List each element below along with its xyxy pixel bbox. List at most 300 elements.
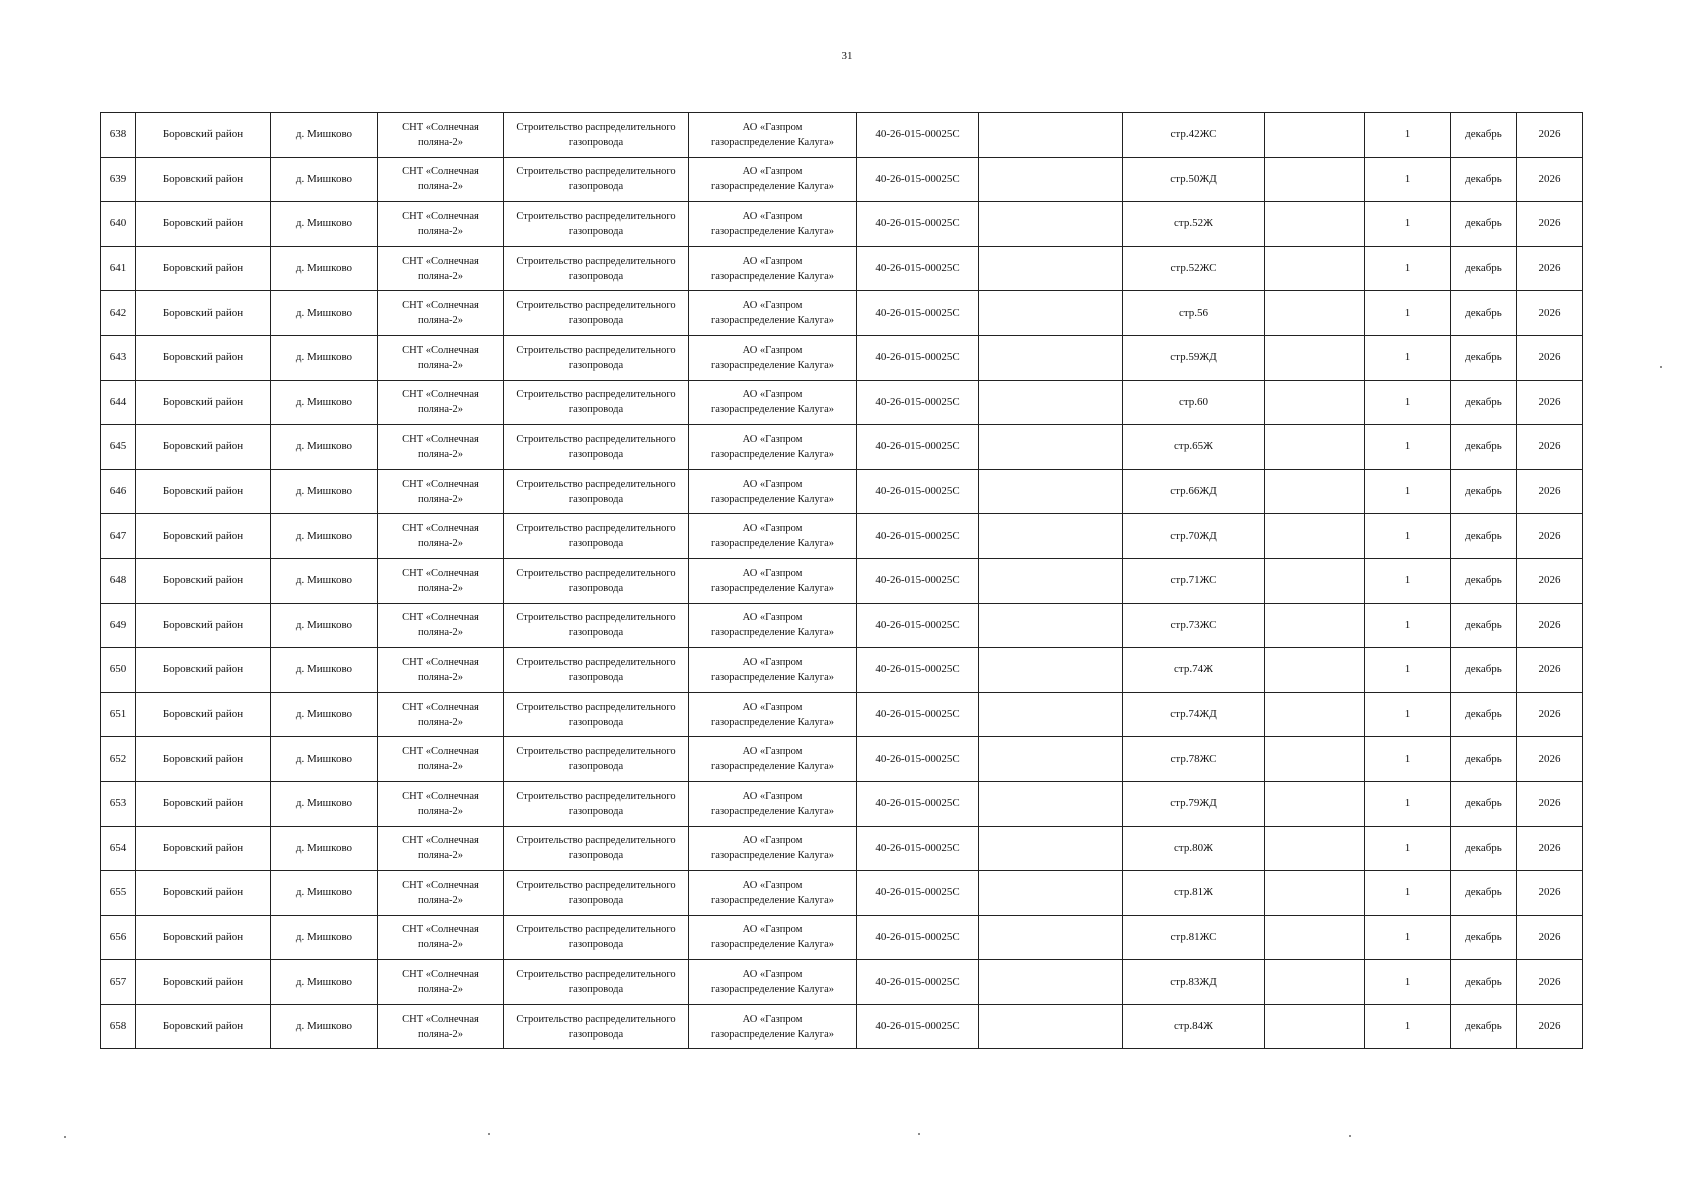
cell-text: 40-26-015-00025С: [875, 172, 960, 185]
quantity-cell: [1365, 425, 1451, 470]
month-cell: [1451, 558, 1517, 603]
cell-text: декабрь: [1465, 172, 1502, 185]
cell-text: д. Мишково: [295, 262, 353, 275]
owner-cell: [689, 157, 857, 202]
year-cell: [1517, 514, 1583, 559]
district-cell: [136, 113, 271, 158]
empty-cell: [979, 202, 1123, 247]
code-cell: [857, 781, 979, 826]
quantity-cell: [1365, 1004, 1451, 1049]
cell-text: газораспределение Калуга»: [710, 270, 835, 282]
cell-text: Боровский район: [162, 841, 244, 854]
cell-text: поляна-2»: [417, 894, 464, 906]
cell-text: 2026: [1538, 886, 1561, 899]
cell-text: поляна-2»: [417, 850, 464, 862]
month-cell: [1451, 291, 1517, 336]
cell-text: декабрь: [1465, 1020, 1502, 1033]
empty-cell: [979, 915, 1123, 960]
locality-cell: [271, 202, 378, 247]
work-type-cell: [504, 558, 689, 603]
year-cell: [1517, 603, 1583, 648]
cell-text: стр.42ЖС: [1170, 128, 1217, 141]
cell-text: Строительство распределительного: [516, 567, 676, 579]
cell-text: 40-26-015-00025С: [875, 975, 960, 988]
owner-cell: [689, 469, 857, 514]
cell-text: СНТ «Солнечная: [402, 389, 479, 401]
empty-cell: [979, 826, 1123, 871]
owner-cell: [689, 737, 857, 782]
object-cell: [1123, 781, 1265, 826]
cell-text: газопровода: [568, 716, 624, 728]
month-cell: [1451, 960, 1517, 1005]
cell-text: Строительство распределительного: [516, 924, 676, 936]
object-cell: [1123, 202, 1265, 247]
locality-cell: [271, 246, 378, 291]
cell-text: АО «Газпром: [742, 835, 803, 847]
district-cell: [136, 291, 271, 336]
cell-text: 2026: [1538, 930, 1561, 943]
cell-text: стр.73ЖС: [1170, 618, 1217, 631]
locality-cell: [271, 871, 378, 916]
cell-text: АО «Газпром: [742, 701, 803, 713]
table-row: [101, 1004, 1583, 1049]
month-cell: [1451, 469, 1517, 514]
cell-text: Строительство распределительного: [516, 210, 676, 222]
cell-text: стр.65Ж: [1174, 440, 1213, 453]
cell-text: 1: [1404, 618, 1411, 631]
empty-cell: [1265, 692, 1365, 737]
cell-text: 1: [1404, 172, 1411, 185]
site-cell: [378, 469, 504, 514]
cell-text: СНТ «Солнечная: [402, 121, 479, 133]
locality-cell: [271, 648, 378, 693]
cell-text: 644: [109, 395, 127, 408]
cell-text: 40-26-015-00025С: [875, 574, 960, 587]
owner-cell: [689, 291, 857, 336]
code-cell: [857, 960, 979, 1005]
cell-text: Боровский район: [162, 886, 244, 899]
cell-text: АО «Газпром: [742, 746, 803, 758]
cell-text: газораспределение Калуга»: [710, 136, 835, 148]
row-number-cell: [101, 826, 136, 871]
quantity-cell: [1365, 202, 1451, 247]
month-cell: [1451, 157, 1517, 202]
cell-text: 656: [109, 930, 127, 943]
cell-text: 2026: [1538, 663, 1561, 676]
code-cell: [857, 692, 979, 737]
cell-text: СНТ «Солнечная: [402, 567, 479, 579]
cell-text: поляна-2»: [417, 493, 464, 505]
cell-text: АО «Газпром: [742, 255, 803, 267]
site-cell: [378, 113, 504, 158]
district-cell: [136, 514, 271, 559]
cell-text: декабрь: [1465, 529, 1502, 542]
year-cell: [1517, 826, 1583, 871]
cell-text: СНТ «Солнечная: [402, 300, 479, 312]
object-cell: [1123, 157, 1265, 202]
quantity-cell: [1365, 157, 1451, 202]
cell-text: Строительство распределительного: [516, 433, 676, 445]
object-cell: [1123, 335, 1265, 380]
cell-text: газораспределение Калуга»: [710, 939, 835, 951]
row-number-cell: [101, 469, 136, 514]
cell-text: 1: [1404, 841, 1411, 854]
row-number-cell: [101, 781, 136, 826]
cell-text: газопровода: [568, 984, 624, 996]
empty-cell: [979, 1004, 1123, 1049]
empty-cell: [979, 291, 1123, 336]
row-number-cell: [101, 514, 136, 559]
work-type-cell: [504, 648, 689, 693]
cell-text: 2026: [1538, 708, 1561, 721]
row-number-cell: [101, 558, 136, 603]
work-type-cell: [504, 603, 689, 648]
owner-cell: [689, 960, 857, 1005]
empty-cell: [1265, 514, 1365, 559]
cell-text: СНТ «Солнечная: [402, 1013, 479, 1025]
cell-text: д. Мишково: [295, 886, 353, 899]
district-cell: [136, 425, 271, 470]
cell-text: 638: [109, 128, 127, 141]
cell-text: 40-26-015-00025С: [875, 262, 960, 275]
cell-text: декабрь: [1465, 485, 1502, 498]
cell-text: д. Мишково: [295, 395, 353, 408]
cell-text: декабрь: [1465, 663, 1502, 676]
row-number-cell: [101, 246, 136, 291]
cell-text: декабрь: [1465, 752, 1502, 765]
cell-text: Боровский район: [162, 663, 244, 676]
district-cell: [136, 603, 271, 648]
month-cell: [1451, 202, 1517, 247]
cell-text: стр.81Ж: [1174, 886, 1213, 899]
work-type-cell: [504, 246, 689, 291]
code-cell: [857, 246, 979, 291]
work-type-cell: [504, 692, 689, 737]
empty-cell: [979, 514, 1123, 559]
month-cell: [1451, 603, 1517, 648]
object-cell: [1123, 737, 1265, 782]
cell-text: 650: [109, 663, 127, 676]
cell-text: д. Мишково: [295, 128, 353, 141]
empty-cell: [1265, 157, 1365, 202]
cell-text: стр.74ЖД: [1170, 708, 1217, 721]
empty-cell: [1265, 1004, 1365, 1049]
year-cell: [1517, 692, 1583, 737]
site-cell: [378, 603, 504, 648]
row-number-cell: [101, 737, 136, 782]
cell-text: АО «Газпром: [742, 523, 803, 535]
district-cell: [136, 915, 271, 960]
cell-text: поляна-2»: [417, 404, 464, 416]
cell-text: 40-26-015-00025С: [875, 797, 960, 810]
quantity-cell: [1365, 603, 1451, 648]
quantity-cell: [1365, 915, 1451, 960]
table-row: [101, 692, 1583, 737]
cell-text: 648: [109, 574, 127, 587]
owner-cell: [689, 425, 857, 470]
cell-text: Строительство распределительного: [516, 879, 676, 891]
cell-text: Боровский район: [162, 975, 244, 988]
cell-text: 2026: [1538, 618, 1561, 631]
code-cell: [857, 514, 979, 559]
empty-cell: [1265, 246, 1365, 291]
cell-text: 40-26-015-00025С: [875, 128, 960, 141]
cell-text: газопровода: [568, 538, 624, 550]
empty-cell: [1265, 915, 1365, 960]
quantity-cell: [1365, 558, 1451, 603]
cell-text: 2026: [1538, 574, 1561, 587]
site-cell: [378, 425, 504, 470]
cell-text: АО «Газпром: [742, 969, 803, 981]
month-cell: [1451, 737, 1517, 782]
code-cell: [857, 1004, 979, 1049]
cell-text: д. Мишково: [295, 172, 353, 185]
row-number-cell: [101, 202, 136, 247]
cell-text: АО «Газпром: [742, 121, 803, 133]
table-row: [101, 335, 1583, 380]
year-cell: [1517, 469, 1583, 514]
district-cell: [136, 558, 271, 603]
cell-text: 639: [109, 172, 127, 185]
cell-text: д. Мишково: [295, 574, 353, 587]
cell-text: Боровский район: [162, 574, 244, 587]
cell-text: 40-26-015-00025С: [875, 217, 960, 230]
cell-text: поляна-2»: [417, 716, 464, 728]
month-cell: [1451, 335, 1517, 380]
month-cell: [1451, 425, 1517, 470]
empty-cell: [979, 469, 1123, 514]
code-cell: [857, 826, 979, 871]
scan-dot: [488, 1133, 490, 1135]
cell-text: декабрь: [1465, 128, 1502, 141]
object-cell: [1123, 871, 1265, 916]
table-row: [101, 781, 1583, 826]
month-cell: [1451, 1004, 1517, 1049]
cell-text: д. Мишково: [295, 663, 353, 676]
cell-text: газораспределение Калуга»: [710, 671, 835, 683]
locality-cell: [271, 425, 378, 470]
cell-text: поляна-2»: [417, 939, 464, 951]
cell-text: 2026: [1538, 172, 1561, 185]
cell-text: АО «Газпром: [742, 210, 803, 222]
cell-text: 651: [109, 708, 127, 721]
owner-cell: [689, 202, 857, 247]
work-type-cell: [504, 113, 689, 158]
cell-text: СНТ «Солнечная: [402, 612, 479, 624]
district-cell: [136, 826, 271, 871]
cell-text: стр.78ЖС: [1170, 752, 1217, 765]
cell-text: Строительство распределительного: [516, 255, 676, 267]
cell-text: газораспределение Калуга»: [710, 850, 835, 862]
cell-text: 40-26-015-00025С: [875, 306, 960, 319]
cell-text: газораспределение Калуга»: [710, 359, 835, 371]
cell-text: 40-26-015-00025С: [875, 841, 960, 854]
district-cell: [136, 692, 271, 737]
empty-cell: [1265, 558, 1365, 603]
cell-text: 1: [1404, 351, 1411, 364]
table-row: [101, 425, 1583, 470]
cell-text: 1: [1404, 440, 1411, 453]
cell-text: 1: [1404, 217, 1411, 230]
cell-text: Строительство распределительного: [516, 166, 676, 178]
quantity-cell: [1365, 514, 1451, 559]
cell-text: Боровский район: [162, 708, 244, 721]
work-type-cell: [504, 871, 689, 916]
month-cell: [1451, 871, 1517, 916]
empty-cell: [979, 603, 1123, 648]
cell-text: стр.66ЖД: [1170, 485, 1217, 498]
object-cell: [1123, 915, 1265, 960]
cell-text: Боровский район: [162, 395, 244, 408]
cell-text: 1: [1404, 395, 1411, 408]
row-number-cell: [101, 335, 136, 380]
cell-text: 657: [109, 975, 127, 988]
work-type-cell: [504, 915, 689, 960]
row-number-cell: [101, 380, 136, 425]
cell-text: газопровода: [568, 270, 624, 282]
cell-text: газораспределение Калуга»: [710, 716, 835, 728]
code-cell: [857, 202, 979, 247]
site-cell: [378, 692, 504, 737]
cell-text: 40-26-015-00025С: [875, 395, 960, 408]
cell-text: 2026: [1538, 975, 1561, 988]
object-cell: [1123, 425, 1265, 470]
cell-text: декабрь: [1465, 262, 1502, 275]
object-cell: [1123, 648, 1265, 693]
district-cell: [136, 246, 271, 291]
locality-cell: [271, 380, 378, 425]
cell-text: стр.60: [1178, 395, 1209, 408]
cell-text: 652: [109, 752, 127, 765]
code-cell: [857, 648, 979, 693]
cell-text: СНТ «Солнечная: [402, 790, 479, 802]
quantity-cell: [1365, 826, 1451, 871]
site-cell: [378, 558, 504, 603]
empty-cell: [1265, 380, 1365, 425]
work-type-cell: [504, 737, 689, 782]
cell-text: Боровский район: [162, 306, 244, 319]
scan-dot: [64, 1136, 66, 1138]
cell-text: АО «Газпром: [742, 790, 803, 802]
cell-text: поляна-2»: [417, 984, 464, 996]
year-cell: [1517, 113, 1583, 158]
cell-text: д. Мишково: [295, 841, 353, 854]
cell-text: декабрь: [1465, 440, 1502, 453]
cell-text: д. Мишково: [295, 618, 353, 631]
locality-cell: [271, 335, 378, 380]
cell-text: 40-26-015-00025С: [875, 1020, 960, 1033]
district-cell: [136, 335, 271, 380]
year-cell: [1517, 648, 1583, 693]
cell-text: стр.59ЖД: [1170, 351, 1217, 364]
owner-cell: [689, 692, 857, 737]
cell-text: поляна-2»: [417, 270, 464, 282]
locality-cell: [271, 558, 378, 603]
empty-cell: [979, 157, 1123, 202]
cell-text: Строительство распределительного: [516, 478, 676, 490]
cell-text: декабрь: [1465, 351, 1502, 364]
row-number-cell: [101, 1004, 136, 1049]
year-cell: [1517, 737, 1583, 782]
cell-text: газораспределение Калуга»: [710, 448, 835, 460]
table-row: [101, 202, 1583, 247]
empty-cell: [1265, 603, 1365, 648]
work-type-cell: [504, 960, 689, 1005]
quantity-cell: [1365, 469, 1451, 514]
cell-text: поляна-2»: [417, 538, 464, 550]
year-cell: [1517, 202, 1583, 247]
empty-cell: [979, 737, 1123, 782]
empty-cell: [1265, 648, 1365, 693]
cell-text: декабрь: [1465, 797, 1502, 810]
object-cell: [1123, 113, 1265, 158]
cell-text: д. Мишково: [295, 485, 353, 498]
cell-text: Строительство распределительного: [516, 523, 676, 535]
code-cell: [857, 469, 979, 514]
cell-text: Боровский район: [162, 485, 244, 498]
cell-text: СНТ «Солнечная: [402, 523, 479, 535]
cell-text: газопровода: [568, 671, 624, 683]
cell-text: Боровский район: [162, 1020, 244, 1033]
cell-text: Боровский район: [162, 172, 244, 185]
cell-text: Строительство распределительного: [516, 656, 676, 668]
site-cell: [378, 291, 504, 336]
work-type-cell: [504, 826, 689, 871]
month-cell: [1451, 915, 1517, 960]
cell-text: поляна-2»: [417, 448, 464, 460]
work-type-cell: [504, 157, 689, 202]
cell-text: 1: [1404, 663, 1411, 676]
year-cell: [1517, 246, 1583, 291]
empty-cell: [1265, 826, 1365, 871]
cell-text: АО «Газпром: [742, 478, 803, 490]
cell-text: стр.52Ж: [1174, 217, 1213, 230]
cell-text: декабрь: [1465, 975, 1502, 988]
cell-text: газопровода: [568, 404, 624, 416]
code-cell: [857, 425, 979, 470]
owner-cell: [689, 558, 857, 603]
cell-text: 655: [109, 886, 127, 899]
cell-text: поляна-2»: [417, 671, 464, 683]
cell-text: 649: [109, 618, 127, 631]
code-cell: [857, 380, 979, 425]
code-cell: [857, 558, 979, 603]
year-cell: [1517, 781, 1583, 826]
empty-cell: [979, 425, 1123, 470]
district-cell: [136, 781, 271, 826]
cell-text: стр.70ЖД: [1170, 529, 1217, 542]
empty-cell: [1265, 335, 1365, 380]
cell-text: 640: [109, 217, 127, 230]
work-type-cell: [504, 425, 689, 470]
empty-cell: [1265, 871, 1365, 916]
cell-text: 2026: [1538, 1020, 1561, 1033]
cell-text: стр.79ЖД: [1170, 797, 1217, 810]
cell-text: СНТ «Солнечная: [402, 924, 479, 936]
cell-text: СНТ «Солнечная: [402, 210, 479, 222]
cell-text: поляна-2»: [417, 582, 464, 594]
table-row: [101, 113, 1583, 158]
cell-text: 40-26-015-00025С: [875, 485, 960, 498]
work-type-cell: [504, 380, 689, 425]
cell-text: декабрь: [1465, 708, 1502, 721]
cell-text: 40-26-015-00025С: [875, 708, 960, 721]
cell-text: поляна-2»: [417, 761, 464, 773]
row-number-cell: [101, 915, 136, 960]
cell-text: поляна-2»: [417, 627, 464, 639]
locality-cell: [271, 469, 378, 514]
cell-text: газораспределение Калуга»: [710, 181, 835, 193]
